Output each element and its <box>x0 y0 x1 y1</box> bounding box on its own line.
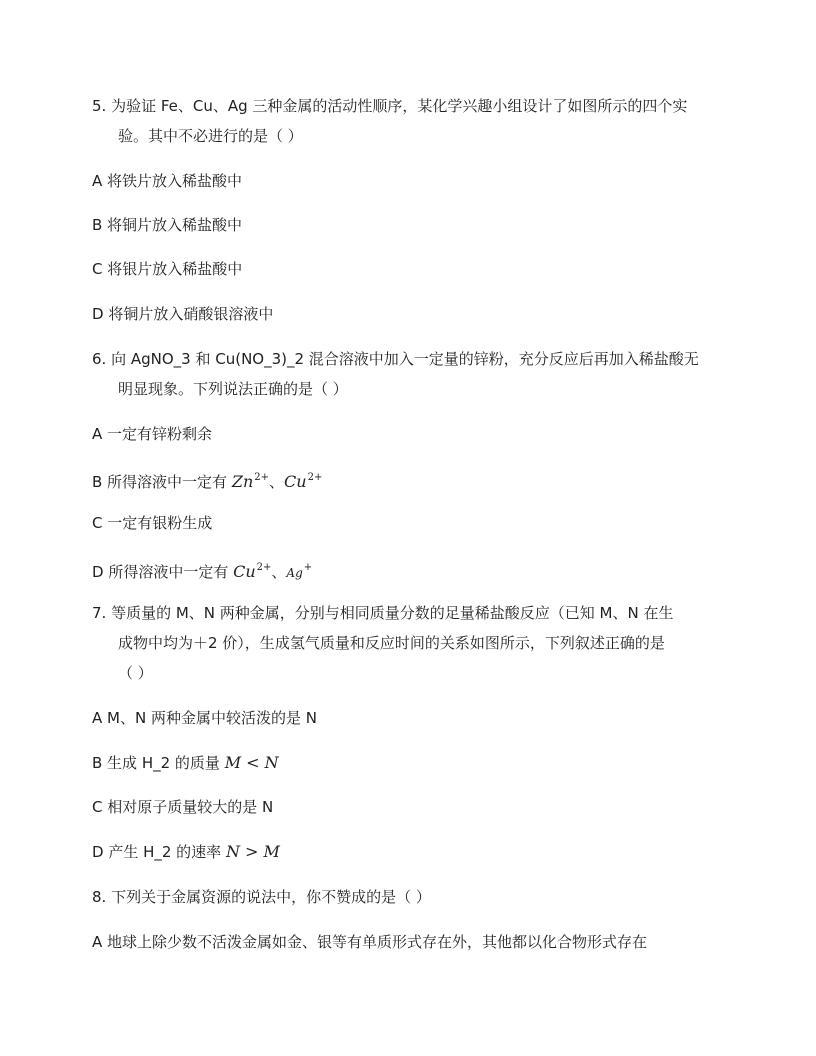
q7-option-d-text: D 产生 H_2 的速率 <box>92 843 222 861</box>
zn-ion <box>232 472 269 491</box>
ag-ion-symbol: Ag <box>286 566 303 580</box>
ion-separator: 、 <box>269 473 285 491</box>
q8-option-a: A 地球上除少数不活泼金属如金、银等有单质形式存在外，其他都以化合物形式存在 <box>92 933 648 951</box>
zn-ion-symbol: Zn <box>231 472 254 491</box>
cu-ion <box>284 472 322 491</box>
ag-ion-charge: + <box>303 562 313 573</box>
q7-option-d-math: N > M <box>225 842 280 861</box>
q7-option-c: C 相对原子质量较大的是 N <box>92 798 274 816</box>
q6-option-d <box>92 558 312 583</box>
q6-option-d-text: D 所得溶液中一定有 <box>92 563 229 581</box>
q6-option-c: C 一定有银粉生成 <box>92 514 213 532</box>
q6-stem-line2: 明显现象。下列说法正确的是（ ） <box>118 380 348 398</box>
q5-option-a: A 将铁片放入稀盐酸中 <box>92 172 243 190</box>
cu-ion <box>233 562 271 581</box>
q7-stem-line1: 7. 等质量的 M、N 两种金属，分别与相同质量分数的足量稀盐酸反应（已知 M、N 在生 <box>92 604 674 622</box>
q7-option-d <box>92 842 280 862</box>
q6-option-b-text: B 所得溶液中一定有 <box>92 473 228 491</box>
q5-stem-line1: 5. 为验证 Fe、Cu、Ag 三种金属的活动性顺序，某化学兴趣小组设计了如图所示的四个实 <box>92 97 688 115</box>
cu-ion-symbol: Cu <box>233 562 256 581</box>
q7-option-a: A M、N 两种金属中较活泼的是 N <box>92 709 317 727</box>
q7-option-b-math: M < N <box>224 753 279 772</box>
q7-stem-line2: 成物中均为＋2 价），生成氢气质量和反应时间的关系如图所示，下列叙述正确的是 <box>118 634 665 652</box>
q6-option-a: A 一定有锌粉剩余 <box>92 425 213 443</box>
q5-stem-line2: 验。其中不必进行的是（ ） <box>118 127 303 145</box>
ion-separator: 、 <box>271 563 287 581</box>
q5-option-c: C 将银片放入稀盐酸中 <box>92 260 243 278</box>
q7-stem-line3: （ ） <box>118 664 153 682</box>
cu-ion-charge: 2+ <box>307 472 323 483</box>
ag-ion <box>286 562 313 580</box>
q5-option-b: B 将铜片放入稀盐酸中 <box>92 216 243 234</box>
zn-ion-charge: 2+ <box>254 472 270 483</box>
q6-option-b <box>92 468 322 492</box>
q7-option-b-text: B 生成 H_2 的质量 <box>92 754 220 772</box>
q7-option-b <box>92 753 279 773</box>
cu-ion-charge: 2+ <box>256 562 272 573</box>
cu-ion-symbol: Cu <box>284 472 307 491</box>
q5-option-d: D 将铜片放入硝酸银溶液中 <box>92 305 274 323</box>
q8-stem-line1: 8. 下列关于金属资源的说法中，你不赞成的是（ ） <box>92 888 431 906</box>
q6-stem-line1: 6. 向 AgNO_3 和 Cu(NO_3)_2 混合溶液中加入一定量的锌粉，充分反应后再加入稀盐酸无 <box>92 350 699 368</box>
